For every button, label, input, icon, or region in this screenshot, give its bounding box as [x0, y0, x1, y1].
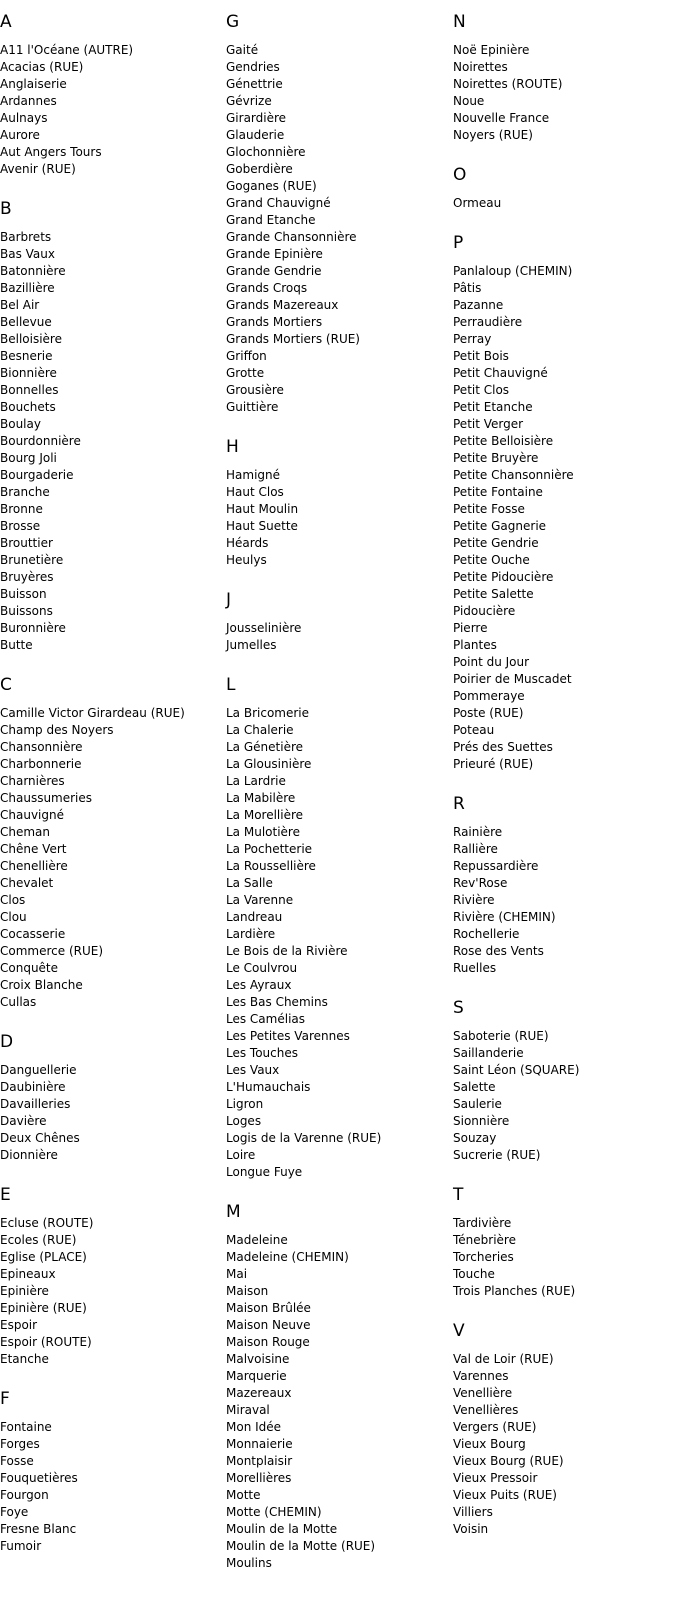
- street-list-item[interactable]: Grands Mortiers (RUE): [226, 332, 360, 346]
- street-list-item[interactable]: Grands Mortiers: [226, 315, 323, 329]
- street-list-item[interactable]: Rivière: [453, 893, 495, 907]
- street-list-item[interactable]: Bouchets: [0, 400, 56, 414]
- street-list-item[interactable]: Bronne: [0, 502, 43, 516]
- section-letter-heading: B: [0, 199, 12, 219]
- street-list-item[interactable]: Les Camélias: [226, 1012, 306, 1026]
- street-list-item[interactable]: Mai: [226, 1267, 248, 1281]
- street-list-item[interactable]: Venellières: [453, 1403, 519, 1417]
- street-list-item[interactable]: La Roussellière: [226, 859, 316, 873]
- street-list-item[interactable]: Sionnière: [453, 1114, 510, 1128]
- street-list-item[interactable]: Génettrie: [226, 77, 283, 91]
- street-list-item[interactable]: Heulys: [226, 553, 267, 567]
- street-list-item[interactable]: Chaussumeries: [0, 791, 93, 805]
- section-spacer: [0, 178, 215, 187]
- section-spacer: [453, 1164, 668, 1173]
- street-list-item[interactable]: Morellières: [226, 1471, 292, 1485]
- section-letter-heading: M: [226, 1202, 241, 1222]
- section-letter-heading: A: [0, 12, 12, 32]
- street-list-item[interactable]: Epinière: [0, 1284, 49, 1298]
- street-list-item[interactable]: Cocasserie: [0, 927, 66, 941]
- street-list-item[interactable]: Aut Angers Tours: [0, 145, 102, 159]
- street-list-item[interactable]: Vieux Bourg: [453, 1437, 526, 1451]
- street-list-item[interactable]: Bionnière: [0, 366, 57, 380]
- street-list-item[interactable]: Torcheries: [453, 1250, 514, 1264]
- street-list-item[interactable]: Noirettes: [453, 60, 508, 74]
- street-list-item[interactable]: Chauvigné: [0, 808, 64, 822]
- street-list-item[interactable]: Saillanderie: [453, 1046, 524, 1060]
- street-list-item[interactable]: Epineaux: [0, 1267, 56, 1281]
- letter-section-d: [0, 1020, 215, 1173]
- street-list-item[interactable]: Bruyères: [0, 570, 54, 584]
- street-list-item[interactable]: Le Bois de la Rivière: [226, 944, 348, 958]
- section-letter-heading: N: [453, 12, 466, 32]
- street-list-item[interactable]: Rev'Rose: [453, 876, 508, 890]
- street-list-item[interactable]: Daubinière: [0, 1080, 66, 1094]
- letter-section-g: [226, 0, 441, 425]
- street-list-item[interactable]: Danguellerie: [0, 1063, 77, 1077]
- street-list-item[interactable]: Plantes: [453, 638, 497, 652]
- street-list-item[interactable]: Poirier de Muscadet: [453, 672, 572, 686]
- street-list-item[interactable]: Davière: [0, 1114, 47, 1128]
- street-list-item[interactable]: Petite Gagnerie: [453, 519, 547, 533]
- street-list-item[interactable]: Pazanne: [453, 298, 504, 312]
- street-list-item[interactable]: La Mulotière: [226, 825, 300, 839]
- street-list-item[interactable]: Maison Brûlée: [226, 1301, 311, 1315]
- street-list-item[interactable]: Forges: [0, 1437, 40, 1451]
- street-list-item[interactable]: Val de Loir (RUE): [453, 1352, 554, 1366]
- street-list-item[interactable]: Buisson: [0, 587, 47, 601]
- street-list-item[interactable]: Pidoucière: [453, 604, 516, 618]
- street-list-item[interactable]: Saboterie (RUE): [453, 1029, 549, 1043]
- street-index-column-1: [0, 0, 215, 1564]
- street-list-item[interactable]: Villiers: [453, 1505, 493, 1519]
- street-list-item[interactable]: Voisin: [453, 1522, 489, 1536]
- street-list-item[interactable]: Moulin de la Motte: [226, 1522, 338, 1536]
- street-list-item[interactable]: Petite Gendrie: [453, 536, 539, 550]
- street-list-item[interactable]: Moulin de la Motte (RUE): [226, 1539, 376, 1553]
- street-list-item[interactable]: Le Coulvrou: [226, 961, 298, 975]
- street-list-item[interactable]: Prieuré (RUE): [453, 757, 534, 771]
- letter-section-h: [226, 425, 441, 578]
- section-letter-heading: G: [226, 12, 240, 32]
- street-list-item[interactable]: Pâtis: [453, 281, 482, 295]
- section-spacer: [226, 1572, 441, 1581]
- street-list-item[interactable]: Fumoir: [0, 1539, 42, 1553]
- street-list-item[interactable]: Grand Etanche: [226, 213, 316, 227]
- section-letter-heading: O: [453, 165, 467, 185]
- street-list-item[interactable]: Charbonnerie: [0, 757, 82, 771]
- street-list-item[interactable]: Les Vaux: [226, 1063, 280, 1077]
- street-list-item[interactable]: Glochonnière: [226, 145, 306, 159]
- street-list-item[interactable]: Longue Fuye: [226, 1165, 303, 1179]
- street-list-item[interactable]: Cheman: [0, 825, 51, 839]
- street-list-item[interactable]: Rallière: [453, 842, 498, 856]
- street-list-item[interactable]: Grande Gendrie: [226, 264, 322, 278]
- street-list-item[interactable]: Chansonnière: [0, 740, 83, 754]
- street-list-item[interactable]: Gendries: [226, 60, 280, 74]
- street-list-item[interactable]: Les Bas Chemins: [226, 995, 328, 1009]
- street-list-item[interactable]: Chevalet: [0, 876, 54, 890]
- street-list-item[interactable]: La Chalerie: [226, 723, 294, 737]
- street-list-item[interactable]: La Pochetterie: [226, 842, 313, 856]
- street-list-item[interactable]: Grands Mazereaux: [226, 298, 339, 312]
- street-list-item[interactable]: Batonnière: [0, 264, 66, 278]
- street-list-item[interactable]: Foye: [0, 1505, 29, 1519]
- section-spacer: [0, 1555, 215, 1564]
- street-list-item[interactable]: Poste (RUE): [453, 706, 524, 720]
- street-list-item[interactable]: Maison Neuve: [226, 1318, 311, 1332]
- street-list-item[interactable]: La Bricomerie: [226, 706, 310, 720]
- street-list-item[interactable]: Grande Chansonnière: [226, 230, 357, 244]
- street-list-item[interactable]: Point du Jour: [453, 655, 530, 669]
- street-list-item[interactable]: Les Ayraux: [226, 978, 292, 992]
- street-list-item[interactable]: Chenellière: [0, 859, 68, 873]
- section-spacer: [453, 773, 668, 782]
- letter-section-m: [226, 1190, 441, 1581]
- street-list-item[interactable]: La Mabilère: [226, 791, 296, 805]
- letter-section-v: [453, 1309, 668, 1547]
- letter-section-t: [453, 1173, 668, 1309]
- street-list-item[interactable]: Ténebrière: [453, 1233, 516, 1247]
- street-list-item[interactable]: Loire: [226, 1148, 256, 1162]
- street-list-item[interactable]: Bonnelles: [0, 383, 59, 397]
- street-list-item[interactable]: Besnerie: [0, 349, 53, 363]
- street-list-item[interactable]: Maison: [226, 1284, 269, 1298]
- street-list-item[interactable]: La Lardrie: [226, 774, 286, 788]
- section-spacer: [0, 654, 215, 663]
- street-list-item[interactable]: Pierre: [453, 621, 488, 635]
- section-spacer: [226, 416, 441, 425]
- street-list-item[interactable]: Buissons: [0, 604, 53, 618]
- street-list-item[interactable]: Vieux Bourg (RUE): [453, 1454, 564, 1468]
- street-list-item[interactable]: Madeleine: [226, 1233, 288, 1247]
- street-list-item[interactable]: Motte (CHEMIN): [226, 1505, 322, 1519]
- street-list-item[interactable]: Petite Bruyère: [453, 451, 539, 465]
- street-list-item[interactable]: Sucrerie (RUE): [453, 1148, 541, 1162]
- street-list-item[interactable]: Perray: [453, 332, 492, 346]
- section-letter-heading: L: [226, 675, 236, 695]
- street-list-item[interactable]: Loges: [226, 1114, 262, 1128]
- street-list-item[interactable]: Ecoles (RUE): [0, 1233, 77, 1247]
- street-list-item[interactable]: Jumelles: [226, 638, 277, 652]
- street-list-item[interactable]: Varennes: [453, 1369, 509, 1383]
- street-list-item[interactable]: La Glousinière: [226, 757, 312, 771]
- street-list-item[interactable]: Rose des Vents: [453, 944, 544, 958]
- letter-section-r: [453, 782, 668, 986]
- street-list-item[interactable]: Etanche: [0, 1352, 49, 1366]
- street-list-item[interactable]: Motte: [226, 1488, 261, 1502]
- street-list-item[interactable]: Rivière (CHEMIN): [453, 910, 556, 924]
- street-list-item[interactable]: A11 l'Océane (AUTRE): [0, 43, 134, 57]
- section-letter-heading: P: [453, 233, 464, 253]
- street-list-item[interactable]: Grand Chauvigné: [226, 196, 331, 210]
- street-list-item[interactable]: Logis de la Varenne (RUE): [226, 1131, 382, 1145]
- letter-section-e: [0, 1173, 215, 1377]
- street-list-item[interactable]: Camille Victor Girardeau (RUE): [0, 706, 185, 720]
- street-list-item[interactable]: Grousière: [226, 383, 284, 397]
- street-list-item[interactable]: Girardière: [226, 111, 287, 125]
- section-spacer: [453, 212, 668, 221]
- street-list-item[interactable]: Rochellerie: [453, 927, 520, 941]
- street-list-item[interactable]: L'Humauchais: [226, 1080, 311, 1094]
- street-list-item[interactable]: Espoir: [0, 1318, 38, 1332]
- street-list-item[interactable]: Fouquetières: [0, 1471, 78, 1485]
- street-list-item[interactable]: Goberdière: [226, 162, 293, 176]
- street-list-item[interactable]: Bel Air: [0, 298, 40, 312]
- street-list-item[interactable]: Brosse: [0, 519, 41, 533]
- street-list-item[interactable]: Mon Idée: [226, 1420, 282, 1434]
- letter-section-n: [453, 0, 668, 153]
- street-list-item[interactable]: Trois Planches (RUE): [453, 1284, 576, 1298]
- letter-section-f: [0, 1377, 215, 1564]
- street-list-item[interactable]: Petit Verger: [453, 417, 524, 431]
- section-letter-heading: D: [0, 1032, 14, 1052]
- street-list-item[interactable]: Grands Croqs: [226, 281, 308, 295]
- street-list-item[interactable]: Souzay: [453, 1131, 497, 1145]
- street-list-item[interactable]: Fresne Blanc: [0, 1522, 77, 1536]
- street-list-item[interactable]: Grande Epinière: [226, 247, 323, 261]
- street-list-item[interactable]: Miraval: [226, 1403, 270, 1417]
- letter-section-b: [0, 187, 215, 663]
- street-list-item[interactable]: Mazereaux: [226, 1386, 292, 1400]
- street-list-item[interactable]: Nouvelle France: [453, 111, 550, 125]
- section-letter-heading: S: [453, 998, 464, 1018]
- street-list-item[interactable]: Boulay: [0, 417, 41, 431]
- section-letter-heading: R: [453, 794, 465, 814]
- street-list-item[interactable]: Repussardière: [453, 859, 539, 873]
- street-list-item[interactable]: La Génetière: [226, 740, 303, 754]
- section-letter-heading: V: [453, 1321, 465, 1341]
- street-list-item[interactable]: Noë Epinière: [453, 43, 530, 57]
- street-list-item[interactable]: Charnières: [0, 774, 65, 788]
- street-list-item[interactable]: Griffon: [226, 349, 267, 363]
- street-list-item[interactable]: Salette: [453, 1080, 496, 1094]
- street-list-item[interactable]: Malvoisine: [226, 1352, 290, 1366]
- street-list-item[interactable]: Bazillière: [0, 281, 55, 295]
- section-letter-heading: T: [453, 1185, 464, 1205]
- street-list-item[interactable]: Petite Fontaine: [453, 485, 543, 499]
- street-list-item[interactable]: Clou: [0, 910, 27, 924]
- street-list-item[interactable]: Fontaine: [0, 1420, 52, 1434]
- street-list-item[interactable]: Bellevue: [0, 315, 52, 329]
- street-list-item[interactable]: Bas Vaux: [0, 247, 55, 261]
- street-list-item[interactable]: Epinière (RUE): [0, 1301, 87, 1315]
- street-list-item[interactable]: Davailleries: [0, 1097, 71, 1111]
- street-list-item[interactable]: Venellière: [453, 1386, 513, 1400]
- street-list-item[interactable]: Les Touches: [226, 1046, 298, 1060]
- street-index-column-2: [226, 0, 441, 1581]
- street-index-column-3: [453, 0, 668, 1547]
- street-list-item[interactable]: Ecluse (ROUTE): [0, 1216, 94, 1230]
- letter-section-a: [0, 0, 215, 187]
- street-list-item[interactable]: Champ des Noyers: [0, 723, 114, 737]
- street-list-item[interactable]: Maison Rouge: [226, 1335, 310, 1349]
- section-spacer: [0, 1368, 215, 1377]
- section-spacer: [0, 1164, 215, 1173]
- street-list-item[interactable]: Chêne Vert: [0, 842, 67, 856]
- street-list-item[interactable]: Haut Clos: [226, 485, 284, 499]
- street-list-item[interactable]: Commerce (RUE): [0, 944, 104, 958]
- street-list-item[interactable]: Héards: [226, 536, 269, 550]
- street-list-item[interactable]: Aulnays: [0, 111, 48, 125]
- street-list-item[interactable]: Pommeraye: [453, 689, 525, 703]
- street-list-item[interactable]: Monnaierie: [226, 1437, 293, 1451]
- street-list-item[interactable]: Petite Chansonnière: [453, 468, 574, 482]
- street-list-item[interactable]: Petite Ouche: [453, 553, 530, 567]
- street-list-item[interactable]: Prés des Suettes: [453, 740, 553, 754]
- street-list-item[interactable]: Ormeau: [453, 196, 502, 210]
- street-list-item[interactable]: Avenir (RUE): [0, 162, 76, 176]
- street-list-item[interactable]: Petite Belloisière: [453, 434, 554, 448]
- street-list-item[interactable]: Noirettes (ROUTE): [453, 77, 563, 91]
- section-letter-heading: F: [0, 1389, 10, 1409]
- section-spacer: [453, 1538, 668, 1547]
- street-list-item[interactable]: Bourg Joli: [0, 451, 57, 465]
- street-list-item[interactable]: Fosse: [0, 1454, 34, 1468]
- street-list-item[interactable]: Panlaloup (CHEMIN): [453, 264, 573, 278]
- street-list-item[interactable]: Marquerie: [226, 1369, 287, 1383]
- street-list-item[interactable]: Grotte: [226, 366, 265, 380]
- street-list-item[interactable]: Petit Bois: [453, 349, 509, 363]
- street-list-item[interactable]: La Morellière: [226, 808, 304, 822]
- street-list-item[interactable]: Noue: [453, 94, 485, 108]
- street-list-item[interactable]: Deux Chênes: [0, 1131, 80, 1145]
- street-list-item[interactable]: Brunetière: [0, 553, 64, 567]
- street-list-item[interactable]: Vergers (RUE): [453, 1420, 537, 1434]
- section-spacer: [453, 977, 668, 986]
- street-list-item[interactable]: Conquête: [0, 961, 59, 975]
- street-list-item[interactable]: Ruelles: [453, 961, 497, 975]
- street-list-item[interactable]: Clos: [0, 893, 26, 907]
- street-list-item[interactable]: Noyers (RUE): [453, 128, 533, 142]
- section-letter-heading: J: [226, 590, 232, 610]
- section-letter-heading: E: [0, 1185, 11, 1205]
- street-list-item[interactable]: Petite Fosse: [453, 502, 525, 516]
- street-list-item[interactable]: Ligron: [226, 1097, 264, 1111]
- street-list-item[interactable]: Petit Clos: [453, 383, 510, 397]
- street-list-item[interactable]: Lardière: [226, 927, 276, 941]
- street-list-item[interactable]: Moulins: [226, 1556, 272, 1570]
- street-list-item[interactable]: Gévrize: [226, 94, 272, 108]
- street-list-item[interactable]: Vieux Pressoir: [453, 1471, 538, 1485]
- street-list-item[interactable]: Perraudière: [453, 315, 523, 329]
- section-spacer: [226, 654, 441, 663]
- street-list-item[interactable]: Landreau: [226, 910, 283, 924]
- street-list-item[interactable]: Guittière: [226, 400, 279, 414]
- street-list-item[interactable]: Touche: [453, 1267, 495, 1281]
- street-list-item[interactable]: La Salle: [226, 876, 273, 890]
- street-list-item[interactable]: Glauderie: [226, 128, 285, 142]
- street-list-item[interactable]: Petite Pidoucière: [453, 570, 554, 584]
- street-list-item[interactable]: Cullas: [0, 995, 37, 1009]
- street-list-item[interactable]: Jousselinière: [226, 621, 302, 635]
- section-spacer: [226, 569, 441, 578]
- section-spacer: [453, 1300, 668, 1309]
- street-list-item[interactable]: Acacias (RUE): [0, 60, 84, 74]
- street-list-item[interactable]: Petite Salette: [453, 587, 534, 601]
- street-list-item[interactable]: Saulerie: [453, 1097, 502, 1111]
- street-list-item[interactable]: Barbrets: [0, 230, 52, 244]
- letter-section-j: [226, 578, 441, 663]
- street-list-item[interactable]: Petit Etanche: [453, 400, 533, 414]
- letter-section-l: [226, 663, 441, 1190]
- street-list-item[interactable]: Montplaisir: [226, 1454, 293, 1468]
- letter-section-s: [453, 986, 668, 1173]
- street-list-item[interactable]: Anglaiserie: [0, 77, 67, 91]
- street-list-item[interactable]: Madeleine (CHEMIN): [226, 1250, 349, 1264]
- section-spacer: [0, 1011, 215, 1020]
- street-list-item[interactable]: Hamigné: [226, 468, 281, 482]
- street-list-item[interactable]: Goganes (RUE): [226, 179, 317, 193]
- street-list-item[interactable]: Vieux Puits (RUE): [453, 1488, 557, 1502]
- street-list-item[interactable]: Belloisière: [0, 332, 62, 346]
- street-list-item[interactable]: Espoir (ROUTE): [0, 1335, 92, 1349]
- section-letter-heading: H: [226, 437, 239, 457]
- street-list-item[interactable]: Brouttier: [0, 536, 53, 550]
- street-list-item[interactable]: Les Petites Varennes: [226, 1029, 350, 1043]
- street-list-item[interactable]: Eglise (PLACE): [0, 1250, 87, 1264]
- street-list-item[interactable]: Dionnière: [0, 1148, 58, 1162]
- street-list-item[interactable]: Petit Chauvigné: [453, 366, 548, 380]
- letter-section-c: [0, 663, 215, 1020]
- street-list-item[interactable]: Fourgon: [0, 1488, 49, 1502]
- street-list-item[interactable]: Ardannes: [0, 94, 57, 108]
- section-letter-heading: C: [0, 675, 12, 695]
- letter-section-o: [453, 153, 668, 221]
- street-list-item[interactable]: Bourdonnière: [0, 434, 81, 448]
- section-spacer: [226, 1181, 441, 1190]
- letter-section-p: [453, 221, 668, 782]
- street-list-item[interactable]: Poteau: [453, 723, 495, 737]
- street-list-item[interactable]: Croix Blanche: [0, 978, 83, 992]
- street-list-item[interactable]: Tardivière: [453, 1216, 512, 1230]
- street-list-item[interactable]: Haut Suette: [226, 519, 298, 533]
- section-spacer: [453, 144, 668, 153]
- street-list-item[interactable]: Butte: [0, 638, 33, 652]
- street-list-item[interactable]: Haut Moulin: [226, 502, 299, 516]
- street-list-item[interactable]: Aurore: [0, 128, 40, 142]
- street-list-item[interactable]: Bourgaderie: [0, 468, 74, 482]
- street-list-item[interactable]: Branche: [0, 485, 50, 499]
- street-list-item[interactable]: Buronnière: [0, 621, 66, 635]
- street-list-item[interactable]: Gaité: [226, 43, 259, 57]
- street-list-item[interactable]: Saint Léon (SQUARE): [453, 1063, 580, 1077]
- street-list-item[interactable]: Rainière: [453, 825, 503, 839]
- street-list-item[interactable]: La Varenne: [226, 893, 294, 907]
